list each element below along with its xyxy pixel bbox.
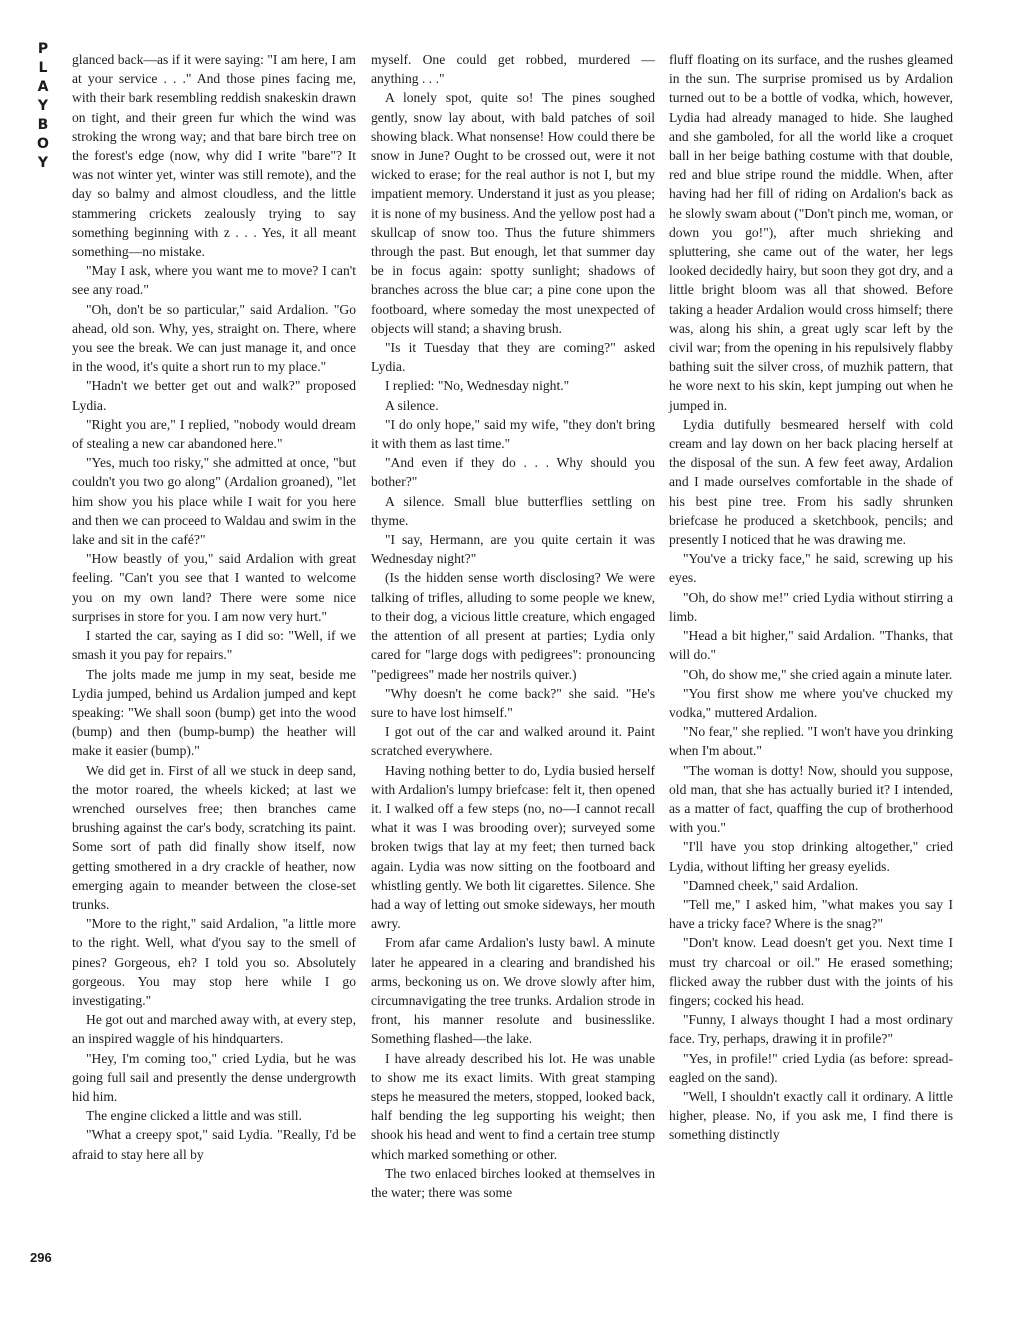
paragraph: "No fear," she replied. "I won't have you drinking when I'm about." — [669, 724, 953, 759]
paragraph: We did get in. First of all we stuck in deep sand, the motor roared, the wheels kicked; at last we wrenched ourselves free; then branches came brushing against the car's body, scratching its paint. Some sort of path did finally show itself, now getting smothered in a dry crackle of heather, now emerging again to meander between the close-set trunks. — [72, 762, 356, 912]
paragraph: A silence. Small blue butterflies settling on thyme. — [371, 493, 655, 528]
paragraph: "You first show me where you've chucked my vodka," muttered Ardalion. — [669, 685, 953, 720]
paragraph: myself. One could get robbed, murdered —anything . . ." — [371, 52, 655, 87]
paragraph: "Funny, I always thought I had a most ordinary face. Try, perhaps, drawing it in profile?" — [669, 1012, 953, 1047]
paragraph: The jolts made me jump in my seat, beside me Lydia jumped, behind us Ardalion jumped and kept speaking: "We shall soon (bump) get into the wood (bump) and then (bump-bump) the heather will make it easier (bump)." — [72, 666, 356, 759]
paragraph: "I'll have you stop drinking altogether," cried Lydia, without lifting her greasy eyelids. — [669, 839, 953, 874]
masthead-letter: P — [37, 41, 49, 57]
paragraph: "Oh, do show me!" cried Lydia without stirring a limb. — [669, 589, 953, 624]
paragraph: I have already described his lot. He was unable to show me its exact limits. With great stamping steps he measured the meters, stopped, looked back, half bending the leg supporting his weight; then shook his head and went to find a certain tree stump which marked something or other. — [371, 1050, 655, 1162]
paragraph: glanced back—as if it were saying: "I am here, I am at your service . . ." And those pines facing me, with their bark resembling reddish snakeskin drawn on tight, and their green fur which the wind was stroking the wrong way; and that bare birch tree on the forest's edge (now, why did I write "bare"? It was not winter yet, winter was still remote), and the day so balmy and almost cloudless, and the little stammering crickets zealously trying to say something beginning with z . . . Yes, it all meant something—no mistake. — [72, 52, 356, 260]
paragraph: The two enlaced birches looked at themselves in the water; there was some — [371, 1165, 655, 1200]
masthead-letter: Y — [37, 98, 49, 114]
masthead-letter: A — [37, 79, 49, 95]
masthead-vertical — [30, 40, 56, 173]
paragraph: "Why doesn't he come back?" she said. "He's sure to have lost himself." — [371, 685, 655, 720]
paragraph: "Head a bit higher," said Ardalion. "Thanks, that will do." — [669, 628, 953, 663]
paragraph: I got out of the car and walked around it. Paint scratched everywhere. — [371, 724, 655, 759]
paragraph: (Is the hidden sense worth disclosing? We were talking of trifles, alluding to some people we knew, to their dog, a vicious little creature, which engaged the attention of all present at parties; Lydia only cared for "large dogs with pedigrees": pronouncing "pedigrees" made her nostrils quiver.) — [371, 570, 655, 682]
paragraph: "May I ask, where you want me to move? I can't see any road." — [72, 263, 356, 298]
paragraph: A lonely spot, quite so! The pines soughed gently, snow lay about, with bald patches of soil showing black. What nonsense! How could there be snow in June? Ought to be crossed out, were it not wicked to erase; for the real author is not I, but my impatient memory. Understand it just as you please; it is none of my business. And the yellow post had a skullcap of snow too. Thus the future shimmers through the past. But enough, let that summer day be in focus again: spotty sunlight; shadows of branches across the blue car; a pine cone upon the footboard, where someday the most unexpected of objects will stand; a shaving brush. — [371, 90, 655, 336]
masthead-letter: B — [37, 117, 49, 133]
paragraph: "I do only hope," said my wife, "they don't bring it with them as last time." — [371, 416, 655, 452]
paragraph: "Is it Tuesday that they are coming?" asked Lydia. — [371, 340, 655, 375]
paragraph: "Oh, do show me," she cried again a minute later. — [683, 666, 953, 682]
paragraph: "Oh, don't be so particular," said Ardalion. "Go ahead, old son. Why, yes, straight on. There, where you see the break. We can just manage it, and once in the wood, it's quite a short run to my place." — [72, 301, 356, 375]
paragraph: "Don't know. Lead doesn't get you. Next time I must try charcoal or oil." He erased something; flicked away the rubber dust with the joints of his fingers; cocked his head. — [669, 935, 953, 1008]
paragraph: "Yes, much too risky," she admitted at once, "but couldn't you two go along" (Ardalion groaned), "let him show you his place while I wait for you here and then we can proceed to Waldau and swim in the lake and sit in the café?" — [72, 455, 356, 548]
paragraph: "Hey, I'm coming too," cried Lydia, but he was going full sail and presently the dense undergrowth hid him. — [72, 1050, 356, 1104]
paragraph: "Well, I shouldn't exactly call it ordinary. A little higher, please. No, if you ask me, I find there is something distinctly — [669, 1088, 953, 1143]
paragraph: "And even if they do . . . Why should you bother?" — [371, 455, 655, 490]
paragraph: "Right you are," I replied, "nobody would dream of stealing a new car abandoned here." — [72, 416, 356, 452]
text-column-2 — [371, 50, 655, 1202]
paragraph: Lydia dutifully besmeared herself with cold cream and lay down on her back placing herself at the disposal of the sun. A few feet away, Ardalion and I made ourselves comfortable in the shade of his best pine tree. From his sadly shrunken briefcase he produced a sketchbook, pencils; and presently I noticed that he was drawing me. — [669, 416, 953, 548]
paragraph: "Damned cheek," said Ardalion. — [683, 877, 859, 893]
masthead-letter: L — [38, 60, 48, 76]
paragraph: "How beastly of you," said Ardalion with great feeling. "Can't you see that I wanted to welcome you on my own land? There were some nice surprises in store for you. I am now very hurt." — [72, 551, 356, 624]
masthead-letter: O — [37, 136, 49, 152]
paragraph: A silence. — [385, 397, 439, 413]
masthead-letter: Y — [37, 155, 49, 171]
paragraph: I replied: "No, Wednesday night." — [385, 378, 570, 394]
paragraph: "What a creepy spot," said Lydia. "Really, I'd be afraid to stay here all by — [72, 1127, 356, 1162]
paragraph: fluff floating on its surface, and the rushes gleamed in the sun. The surprise promised us by Ardalion turned out to be a bottle of vodka, which, however, Lydia had already managed to hide. She laughed and she gamboled, for all the world like a croquet ball in her beige bathing costume with that double, red and blue stripe round the middle. When, after having had her fill of riding on Ardalion's back as he slowly swam about ("Don't pinch me, woman, or down you go!"), after much shrieking and spluttering, she came out of the water, her legs looked decidedly hairy, but soon they got dry, and a little bright bloom was all that showed. Before taking a header Ardalion would cross himself; there was, along his shin, a great ugly scar left by the civil war; from the opening in his repulsively flabby bathing suit the silver cross, of muzhik pattern, that he wore next to his skin, kept jumping out when he jumped in. — [669, 52, 953, 413]
paragraph: Having nothing better to do, Lydia busied herself with Ardalion's lumpy briefcase: felt it, then opened it. I walked off a few steps (no, no—I cannot recall what it was I was brooding over); surveyed some broken twigs that lay at my feet; then turned back again. Lydia was now sitting on the footboard and whistling gently. We both lit cigarettes. Silence. She had a way of letting out smoke sideways, her mouth awry. — [371, 762, 655, 932]
paragraph: He got out and marched away with, at every step, an inspired waggle of his hindquarters. — [72, 1012, 356, 1047]
paragraph: "Hadn't we better get out and walk?" proposed Lydia. — [72, 378, 356, 413]
paragraph: "You've a tricky face," he said, screwing up his eyes. — [669, 551, 953, 586]
paragraph: I started the car, saying as I did so: "Well, if we smash it you pay for repairs." — [72, 628, 356, 663]
paragraph: "Yes, in profile!" cried Lydia (as before: spread-eagled on the sand). — [669, 1050, 953, 1085]
paragraph: "Tell me," I asked him, "what makes you say I have a tricky face? Where is the snag?" — [669, 896, 953, 932]
page-number: 296 — [30, 1250, 52, 1265]
text-column-1 — [72, 50, 356, 1164]
paragraph: "The woman is dotty! Now, should you suppose, old man, that she has actually buried it? I intended, as a matter of fact, quaffing the cup of brotherhood with you." — [669, 762, 953, 836]
paragraph: The engine clicked a little and was still. — [86, 1108, 302, 1124]
paragraph: "I say, Hermann, are you quite certain it was Wednesday night?" — [371, 532, 655, 567]
text-column-3 — [669, 50, 953, 1145]
paragraph: From afar came Ardalion's lusty bawl. A minute later he appeared in a clearing and brandished his arms, beckoning us on. We drove slowly after him, circumnavigating the tree trunks. Ardalion strode in front, his manner resolute and businesslike. Something flashed—the lake. — [371, 935, 655, 1047]
paragraph: "More to the right," said Ardalion, "a little more to the right. Well, what d'you say to the smell of pines? Gorgeous, eh? I told you so. Absolutely gorgeous. You may stop here while I go investigating." — [72, 916, 356, 1008]
